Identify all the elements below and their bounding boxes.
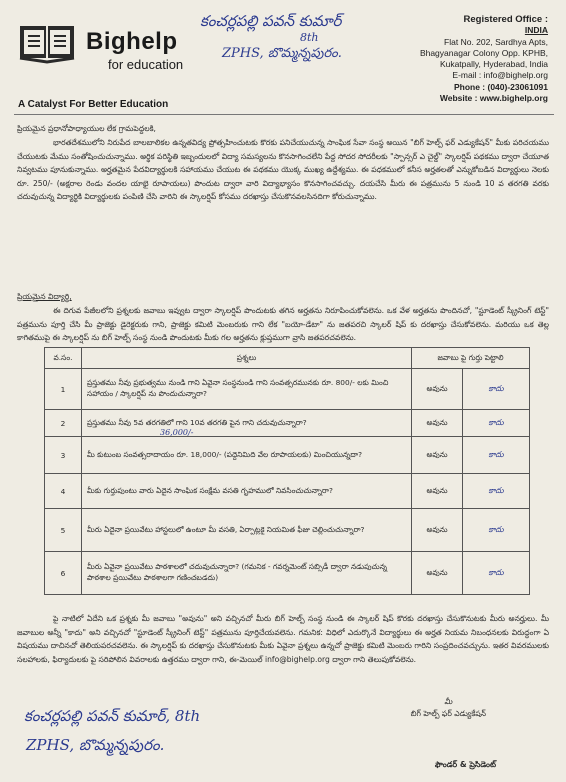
table-row bbox=[45, 474, 530, 509]
handwritten-income-amount: 36,000/- bbox=[160, 428, 194, 437]
office-line: Flat No. 202, Sardhya Apts, bbox=[444, 36, 548, 47]
answer-yes: అవును bbox=[412, 410, 463, 437]
handwritten-student-name: కంచర్లపల్లి పవన్ కుమార్ bbox=[200, 12, 342, 30]
answer-yes: అవును bbox=[412, 509, 463, 552]
answer-yes: అవును bbox=[412, 552, 463, 595]
brand-subtitle: for education bbox=[108, 57, 184, 72]
office-line: Bhagyanagar Colony Opp. KPHB, bbox=[419, 47, 548, 58]
header-answer: జవాబు పై గుర్తు పెట్టాలి bbox=[412, 348, 530, 369]
row-question: మీరు ఏదైనా ప్రయివేటు హాస్టలులో ఉంటూ మీ వసతి, ఏర్పాట్లకై నియమిత ఫీజు చెల్లించుచున్నారా? bbox=[82, 509, 412, 552]
eligibility-table bbox=[44, 347, 530, 595]
table-row bbox=[45, 437, 530, 474]
row-number: 6 bbox=[45, 552, 82, 595]
intro-paragraph: భారతదేశములోని నిరుపేద బాలబాలికల ఉన్నతవిద్య ప్రోత్సహించుటకు కొరకు పనిచేయుచున్న సాంఘిక సేవా సంస్థ అయిన "బిగ్ హెల్ప్ ఫర్ ఎడ్యుకేషన్" మీకు పరిచయము చేయుటకు మేము సంతోషించుచున్నాము. అర్థిక పరిస్థితి ఇబ్బందులలో విద్యా సమస్యలను కొనసాగించలేని పేద్ద సోదర సోదరీలకు "స్పాన్సర్ ఎ చైల్డ్" స్కాలర్షిప్ పథకము ద్వారా చేయూత నివ్వటము పూనుకున్నాము. అర్హతమైన పేదవిద్యార్థులకి సహాయము చేయుట ఈ పథకము యొక్క ముఖ్య ఉద్దేశ్యము. ఈ పధకములో కనీస అర్హతలతో ఎన్నుకోబడిన విద్యార్థులు నెలకు రూ. 250/- (అక్షరాల రెండు వందల యాభై రూపాయలు) పొందుట ద్వారా వారి విద్యాభ్యాసం కొనసాగించవచ్చు. దయచేసి మీరు ఈ పత్రమును 5 నుండి 10 వ తరగతి వరకు చదువుచున్న విద్యార్థికి విద్యార్థులకు పంపిణి చేసి వారిని ఈ స్కాలర్షిప్ కోసము దరఖాస్తు చేసుకొనవలసినదిగా కోరుచున్నాము. bbox=[17, 138, 549, 201]
salutation-student: ప్రియమైన విద్యార్థి, bbox=[17, 292, 72, 301]
row-question: మీరు ఏవైనా ప్రయివేటు పాఠశాలలో చదువుచున్నారా? (గమనిక - గవర్నమెంట్ సబ్సిడీ ద్వారా నడుపుచున్న పాఠశాల ప్రయివేటు పాఠశాలగా గణించబడదు) bbox=[82, 552, 412, 595]
answer-no-marked: కాదు bbox=[463, 552, 530, 595]
handwritten-class: 8th bbox=[300, 31, 319, 44]
answer-yes: అవును bbox=[412, 474, 463, 509]
office-phone: Phone : (040)-23061091 bbox=[453, 81, 548, 92]
salutation-principal: ప్రియమైన ప్రధానోపాధ్యాయుల లేక గ్రామపెద్దలకి, bbox=[17, 124, 156, 133]
closing-block bbox=[411, 696, 486, 720]
open-book-logo-icon bbox=[18, 20, 76, 64]
brand-name: Bighelp bbox=[86, 28, 178, 55]
row-number: 2 bbox=[45, 410, 82, 437]
row-number: 5 bbox=[45, 509, 82, 552]
office-email: E-mail : info@bighelp.org bbox=[452, 70, 548, 81]
row-number: 1 bbox=[45, 369, 82, 410]
founder-title: ఫౌండర్ & ప్రెసిడెంట్ bbox=[434, 760, 496, 769]
header-divider bbox=[14, 114, 554, 115]
table-row bbox=[45, 509, 530, 552]
row-number: 3 bbox=[45, 437, 82, 474]
closing-yours: మీ bbox=[444, 697, 453, 706]
registered-office-block bbox=[378, 14, 548, 104]
row-question: మీ కుటుంబ సంవత్సరాదాయం రూ. 18,000/- (పద్దెనిమిది వేల రూపాయలకు) మించియున్నదా? bbox=[87, 449, 363, 459]
instructions-paragraph: ఈ దిగువ పేజీలలోని ప్రశ్నలకు జవాబు ఇవ్వుట ద్వారా స్కాలర్షిప్ పొందుటకు తగిన అర్హతను నిరూపించుకోవలెను. ఒక వేళ అర్హతను పొందినచో, "స్టూడెంట్ స్క్రీనింగ్ టెస్ట్" పత్రమును పూర్తి చేసి మీ ప్రాజెక్టు డైరెక్టరుకు గాని, ప్రాజెక్టు కమిటి మెంబరుకు గాని లేక "బయో-డేటా" ను జతపరచి స్కాలర్ షిప్ కు దరఖాస్తు చేసుకోవలెను. మరియు ఒక తెల్ల కాగితముపై ఈ స్కాలర్షిప్ ను బిగ్ హెల్ప్ సంస్థ నుండి పొందుటకు మీకు గల అర్హతను క్లుప్తముగా వ్రాసి జతపరచవలెను. bbox=[17, 306, 549, 342]
row-question: ప్రస్తుతము నీవు 5వ తరగతిలో గాని 10వ తరగతి పైన గాని చదువుచున్నారా? bbox=[82, 410, 412, 437]
post-table-paragraph: పై నాటిలో ఏదేని ఒక ప్రశ్నకు మీ జవాబు "అవును" అని వచ్చినచో మీరు బిగ్ హెల్ప్ సంస్థ నుండి ఈ స్కాలర్ షిప్ కొరకు దరఖాస్తు చేసుకొనుటకు మీరు అనర్హులు. మీ జవాబుల అన్నీ "కాదు" అని వచ్చినచో "స్టూడెంట్ స్క్రీనింగ్ టెస్ట్" పత్రమును పూర్తిచేయవలెను. గమనిక: విధిలో ఎదుర్కొనే విద్యార్థులు ఈ అర్హత నియమ నిబంధనలకు విరుద్ధంగా ఏ విషయము దాచినచో తెలియపరచవలెను. ఈ స్కాలర్షిప్ కు దరఖాస్తు చేసుకొనుటకు మీకు ఏవైనా ప్రశ్నలు ఉన్నచో ప్రాజెక్టు కమిటి మెంబరు గారిని సంప్రదించవచ్చును. ఇతర వివరములకు సలహాలకు, ఫిర్యాదులకు పై సరిపోలిన వివరాలకు ఉత్తరము ద్వారా గాని, ఈ-మెయిల్ info@bighelp.org ద్వారా గాని తెలుపుకోవలెను. bbox=[17, 614, 549, 664]
answer-yes: అవును bbox=[412, 437, 463, 474]
table-row bbox=[45, 369, 530, 410]
closing-organization: బిగ్ హెల్ప్ ఫర్ ఎడ్యుకేషన్ bbox=[410, 709, 486, 718]
answer-no-marked: కాదు bbox=[463, 474, 530, 509]
row-question: మీకు గుర్తుపుంటు వారు ఏదైన సాంఘిక సంక్షేమ వసతి గృహములో నివసించుచున్నారా? bbox=[82, 474, 412, 509]
tagline: A Catalyst For Better Education bbox=[18, 99, 169, 110]
office-website: Website : www.bighelp.org bbox=[439, 93, 548, 104]
office-line: Kukatpally, Hyderabad, India bbox=[439, 59, 548, 70]
table-header-row bbox=[45, 348, 530, 369]
answer-yes: అవును bbox=[412, 369, 463, 410]
header-serial: వ.సం. bbox=[45, 348, 82, 369]
handwritten-school: ZPHS, బొమ్మన్నపురం. bbox=[222, 46, 342, 61]
row-number: 4 bbox=[45, 474, 82, 509]
handwritten-bottom-name: కంచర్లపల్లి పవన్ కుమార్, 8th bbox=[24, 707, 201, 725]
answer-no-marked: కాదు bbox=[463, 437, 530, 474]
handwritten-bottom-school: ZPHS, బొమ్మన్నపురం. bbox=[26, 736, 165, 754]
answer-no-marked: కాదు bbox=[463, 509, 530, 552]
office-country: INDIA bbox=[524, 25, 548, 36]
header-questions: ప్రశ్నలు bbox=[82, 348, 412, 369]
answer-no-marked: కాదు bbox=[463, 369, 530, 410]
table-row bbox=[45, 552, 530, 595]
answer-no-marked: కాదు bbox=[463, 410, 530, 437]
row-question: ప్రస్తుతము నీవు ప్రభుత్వము నుండి గాని ఏవైనా సంస్థనుండి గాని సంవత్సరమునకు రూ. 800/- లకు మించి సహాయం / స్కాలర్షిప్ ను పొందుచున్నారా? bbox=[82, 369, 412, 410]
office-heading: Registered Office : bbox=[463, 14, 548, 25]
table-row bbox=[45, 410, 530, 437]
row-question-cell bbox=[82, 428, 412, 474]
